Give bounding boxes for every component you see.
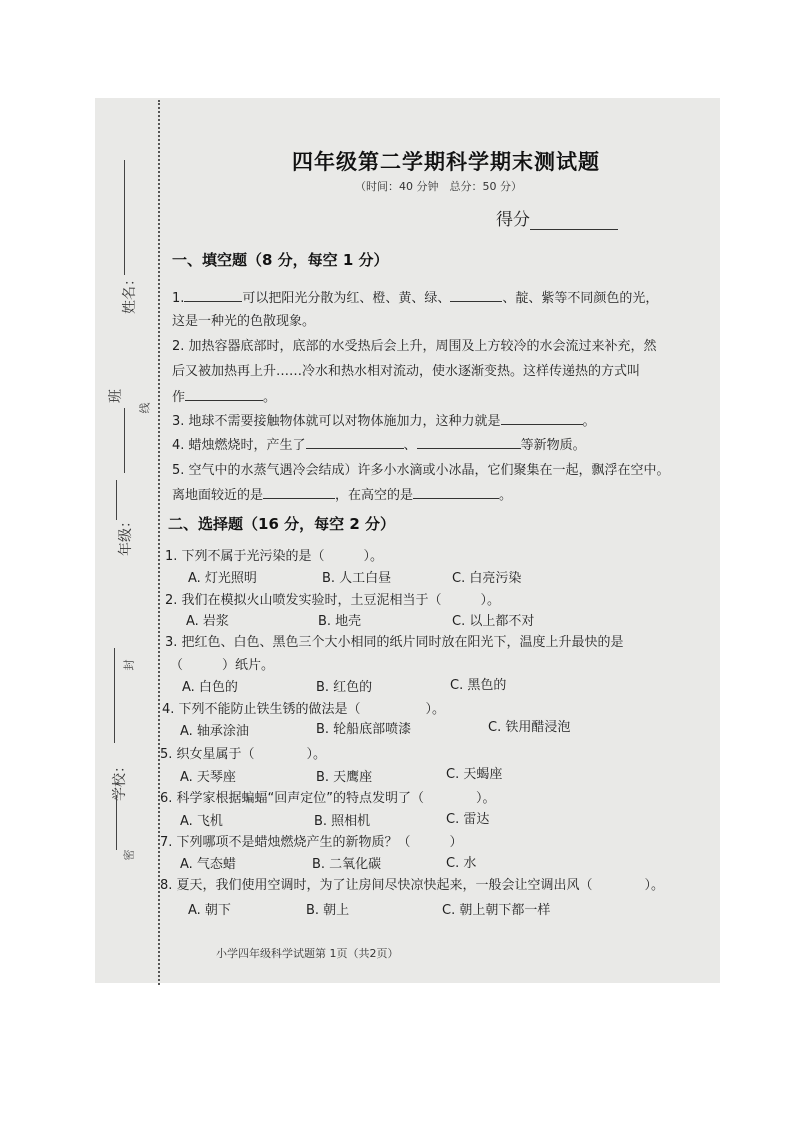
q5-blank-1[interactable] <box>263 486 335 499</box>
q4-blank-2[interactable] <box>417 436 521 449</box>
q1-blank-1[interactable] <box>184 289 242 302</box>
mc-q3-option-c[interactable]: C. 黑色的 <box>450 678 507 693</box>
mc-q7-option-b[interactable]: B. 二氧化碳 <box>312 857 382 872</box>
question-2-line-2: 后又被加热再上升……冷水和热水相对流动，使水逐渐变热。这样传递热的方式叫 <box>172 364 641 379</box>
mc-question-7: 7. 下列哪项不是蜡烛燃烧产生的新物质？（ ） <box>160 835 463 850</box>
score-blank[interactable] <box>530 213 618 230</box>
school-blank-line-top <box>114 648 115 743</box>
q1-text: 可以把阳光分散为红、橙、黄、绿、 <box>242 291 451 306</box>
mc-q6-option-c[interactable]: C. 雷达 <box>446 812 490 827</box>
q2-blank[interactable] <box>185 388 263 401</box>
mc-q4-option-b[interactable]: B. 轮船底部喷漆 <box>316 722 412 737</box>
question-2-line-3 <box>172 386 276 405</box>
question-3 <box>172 410 596 429</box>
page-title: 四年级第二学期科学期末测试题 <box>292 150 600 174</box>
mc-q3-option-a[interactable]: A. 白色的 <box>182 680 238 695</box>
score-label: 得分 <box>496 210 530 230</box>
mc-q7-option-c[interactable]: C. 水 <box>446 856 477 871</box>
grade-label: 年级： <box>118 514 134 556</box>
mc-question-6: 6. 科学家根据蝙蝠“回声定位”的特点发明了（ ）。 <box>160 791 496 806</box>
mc-q1-option-c[interactable]: C. 白亮污染 <box>452 571 522 586</box>
mc-q4-option-c[interactable]: C. 铁用醋浸泡 <box>488 720 571 735</box>
question-1-line-1 <box>172 287 658 306</box>
page-footer: 小学四年级科学试题第 1页（共2页） <box>216 947 399 960</box>
question-1-line-2: 这是一种光的色散现象。 <box>172 314 316 329</box>
seal-secret-mark: 密 <box>123 845 134 865</box>
mc-q6-option-b[interactable]: B. 照相机 <box>314 814 371 829</box>
class-label: 班 <box>108 389 124 403</box>
q3-text: 3. 地球不需要接触物体就可以对物体施加力，这种力就是 <box>172 414 501 429</box>
mc-q6-option-a[interactable]: A. 飞机 <box>180 814 223 829</box>
mc-q3-option-b[interactable]: B. 红色的 <box>316 680 373 695</box>
mc-q1-option-b[interactable]: B. 人工白昼 <box>322 571 392 586</box>
mc-question-1: 1. 下列不属于光污染的是（ ）。 <box>165 549 384 564</box>
binding-dotted-line <box>158 100 160 985</box>
mc-q8-option-b[interactable]: B. 朝上 <box>306 903 350 918</box>
question-5-line-1: 5. 空气中的水蒸气遇冷会结成）许多小水滴或小冰晶，它们聚集在一起，飘浮在空中。 <box>172 463 670 478</box>
seal-line-mark: 线 <box>139 398 150 418</box>
mc-question-2: 2. 我们在模拟火山喷发实验时，土豆泥相当于（ ）。 <box>165 593 501 608</box>
mc-q2-option-b[interactable]: B. 地壳 <box>318 614 362 629</box>
score-field <box>496 205 618 230</box>
mc-q5-option-c[interactable]: C. 天蝎座 <box>446 767 503 782</box>
q4-sep: 、 <box>403 438 417 453</box>
q1-number: 1. <box>172 291 185 306</box>
mc-q4-option-a[interactable]: A. 轴承涂油 <box>180 724 249 739</box>
question-4 <box>172 434 586 453</box>
mc-q2-option-c[interactable]: C. 以上都不对 <box>452 614 535 629</box>
question-5-line-2 <box>172 484 512 503</box>
q5-end: 。 <box>499 488 513 503</box>
mc-q5-option-a[interactable]: A. 天琴座 <box>180 770 236 785</box>
q1-text-2: 、靛、紫等不同颜色的光， <box>502 291 659 306</box>
class-blank-line <box>124 408 125 473</box>
section-multiple-choice-heading: 二、选择题（16 分，每空 2 分） <box>168 515 395 533</box>
mc-q8-option-a[interactable]: A. 朝下 <box>188 903 231 918</box>
mc-q2-option-a[interactable]: A. 岩浆 <box>186 614 229 629</box>
mc-q5-option-b[interactable]: B. 天鹰座 <box>316 770 373 785</box>
school-label: 学校： <box>112 759 128 801</box>
name-blank-line <box>124 160 125 275</box>
mc-q1-option-a[interactable]: A. 灯光照明 <box>188 571 257 586</box>
mc-question-5: 5. 织女星属于（ ）。 <box>160 747 327 762</box>
name-label: 姓名： <box>122 272 138 314</box>
section-fill-blank-heading: 一、填空题（8 分，每空 1 分） <box>172 251 389 269</box>
q2-end: 。 <box>263 390 277 405</box>
mc-q8-option-c[interactable]: C. 朝上朝下都一样 <box>442 903 551 918</box>
mc-question-4: 4. 下列不能防止铁生锈的做法是（ ）。 <box>162 702 446 717</box>
seal-seal-mark: 封 <box>123 655 134 675</box>
grade-blank-line <box>116 480 117 520</box>
q4-end: 等新物质。 <box>520 438 586 453</box>
mc-question-8: 8. 夏天，我们使用空调时，为了让房间尽快凉快起来，一般会让空调出风（ ）。 <box>160 878 665 893</box>
q4-text: 4. 蜡烛燃烧时，产生了 <box>172 438 306 453</box>
q3-blank[interactable] <box>501 412 583 425</box>
q5-text-2: ，在高空的是 <box>335 488 414 503</box>
q4-blank-1[interactable] <box>306 436 404 449</box>
school-blank-line <box>116 795 117 850</box>
mc-q7-option-a[interactable]: A. 气态蜡 <box>180 857 236 872</box>
q3-end: 。 <box>582 414 596 429</box>
q1-blank-2[interactable] <box>450 289 502 302</box>
mc-question-3-line-1: 3. 把红色、白色、黑色三个大小相同的纸片同时放在阳光下，温度上升最快的是 <box>165 635 624 650</box>
q2-text: 作 <box>172 390 186 405</box>
q5-blank-2[interactable] <box>413 486 499 499</box>
exam-paper <box>95 98 720 983</box>
question-2-line-1: 2. 加热容器底部时，底部的水受热后会上升，周围及上方较冷的水会流过来补充，然 <box>172 339 657 354</box>
exam-info: （时间：40 分钟 总分：50 分） <box>355 180 522 193</box>
mc-question-3-line-2: （ ）纸片。 <box>170 658 275 673</box>
q5-text: 离地面较近的是 <box>172 488 264 503</box>
